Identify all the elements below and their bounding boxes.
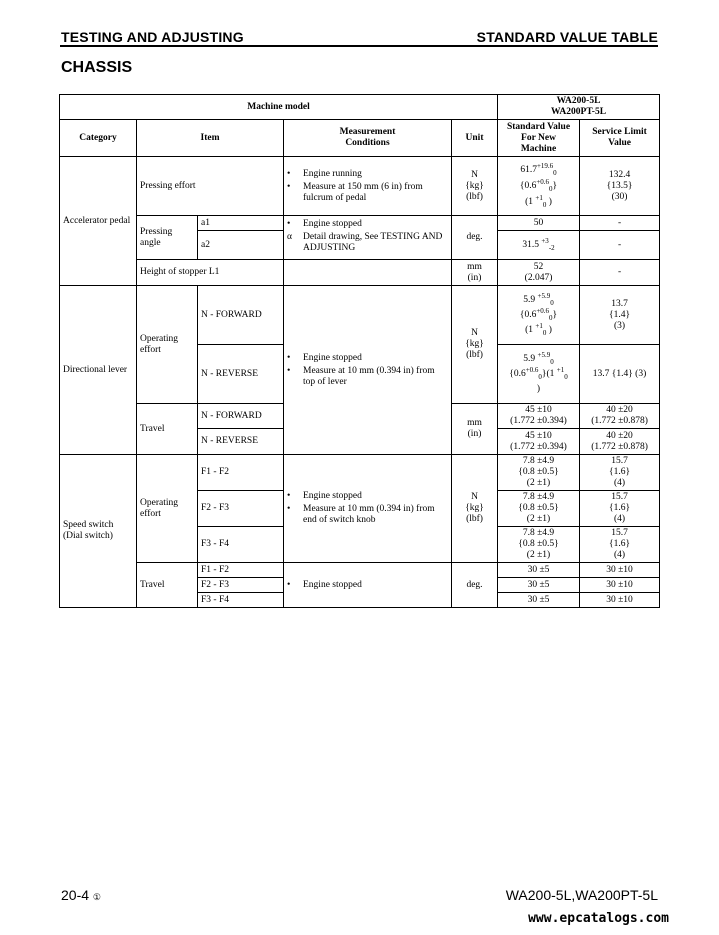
accel-stopper-conditions (284, 260, 452, 286)
rev-std-2-mid: }(1 (541, 368, 555, 379)
op-lim-2: {1.6} (609, 503, 631, 513)
bullet: • (287, 579, 291, 590)
stopper-std-1: 52 (533, 261, 544, 272)
accel-a1-lim: - (580, 216, 660, 231)
accel-category: Accelerator pedal (60, 157, 137, 286)
fwd-std-2-tol: +0.6 (536, 306, 550, 315)
machine-model-value (498, 95, 660, 120)
fwd-std-3-end: ) (548, 324, 552, 335)
fwd-lim-1: 13.7 (611, 298, 628, 309)
op-std-1: 7.8 ±4.9 (522, 456, 555, 466)
stopper-unit-2: (in) (467, 272, 482, 283)
fwd-std-3-tol: +1 (535, 321, 543, 330)
op-std-1: 7.8 ±4.9 (522, 492, 555, 502)
accel-pa-unit: deg. (452, 216, 498, 260)
rev-std-1-low: 0 (550, 357, 554, 366)
col-conditions (284, 120, 452, 157)
accel-pa-cond-2: Detail drawing, See TESTING AND ADJUSTING (303, 232, 443, 253)
rev-std-2: {0.6 (509, 368, 526, 379)
op-std-3: (2 ±1) (526, 478, 551, 488)
rev-std-2-low: 0 (538, 372, 542, 381)
speed-travel-f12-lim: 30 ±10 (580, 563, 660, 578)
op-std-2: {0.8 ±0.5} (518, 467, 559, 477)
speed-travel-f23: F2 - F3 (198, 578, 284, 593)
pe-std-1-low: 0 (553, 168, 557, 177)
a2-low: -2 (548, 243, 555, 252)
dir-travel-unit (452, 404, 498, 455)
dir-cond-1: Engine stopped (303, 352, 362, 363)
dir-rev-lim: 13.7 {1.4} (3) (580, 345, 660, 404)
accel-pe-cond-1: Engine running (303, 168, 362, 179)
speed-op-f23-lim (580, 491, 660, 527)
pe-std-2: {0.6 (519, 180, 537, 191)
fwd-lim-2: {1.4} (609, 309, 631, 320)
t-rev-std-2: (1.772 ±0.394) (510, 441, 567, 452)
dir-travel-rev-std (498, 429, 580, 455)
col-conditions-line1: Measurement (339, 127, 396, 137)
footer-model: WA200-5L,WA200PT-5L (505, 887, 658, 903)
bullet: • (287, 168, 291, 179)
fwd-std-1-low: 0 (550, 298, 554, 307)
fwd-std-2-end: } (552, 309, 558, 320)
accel-pa-cond-1: Engine stopped (303, 219, 362, 229)
stopper-std-2: (2.047) (524, 272, 553, 283)
standard-value-table (59, 94, 660, 608)
revision-mark: ① (92, 892, 101, 902)
fwd-std-2: {0.6 (519, 309, 537, 320)
bullet: • (287, 491, 291, 501)
dir-rev: N - REVERSE (198, 345, 284, 404)
speed-travel-conditions (284, 563, 452, 608)
t-fwd-std-2: (1.772 ±0.394) (510, 416, 567, 426)
speed-travel-f23-std: 30 ±5 (498, 578, 580, 593)
speed-op-f12: F1 - F2 (198, 455, 284, 491)
speed-op-effort: Operating effort (137, 455, 198, 563)
accel-a2: a2 (198, 231, 284, 260)
dir-travel-fwd: N - FORWARD (198, 404, 284, 429)
machine-model-1: WA200-5L (556, 96, 601, 106)
speed-op-conditions (284, 455, 452, 563)
speed-travel-f34-std: 30 ±5 (498, 593, 580, 608)
fwd-std-1: 5.9 (523, 294, 536, 305)
page-number: 20-4 (61, 887, 90, 903)
unit-n: N (471, 328, 478, 338)
op-lim-1: 15.7 (611, 492, 628, 502)
pe-std-2-end: } (552, 180, 558, 191)
accel-stopper-lim: - (580, 260, 660, 286)
dir-category: Directional lever (60, 286, 137, 455)
rev-std-1-tol: +5.9 (537, 350, 551, 359)
t-rev-lim-2: (1.772 ±0.878) (591, 441, 648, 452)
speed-travel-f12-std: 30 ±5 (498, 563, 580, 578)
accel-a2-std (498, 231, 580, 260)
speed-travel-f34-lim: 30 ±10 (580, 593, 660, 608)
accel-stopper-unit (452, 260, 498, 286)
watermark: www.epcatalogs.com (528, 911, 669, 926)
dir-travel: Travel (137, 404, 198, 455)
accel-pressing-angle: Pressing angle (137, 216, 198, 260)
speed-op-unit (452, 455, 498, 563)
accel-a1: a1 (198, 216, 284, 231)
speed-category-1: Speed switch (63, 520, 114, 530)
unit-lbf: (lbf) (466, 514, 483, 524)
col-unit: Unit (452, 120, 498, 157)
pe-std-3: (1 (525, 196, 534, 207)
dir-cond-2: Measure at 10 mm (0.394 in) from top of lever (303, 365, 435, 387)
unit-kg: {kg} (465, 339, 484, 349)
dir-travel-rev: N - REVERSE (198, 429, 284, 455)
machine-model-label: Machine model (60, 95, 498, 120)
speed-op-f34: F3 - F4 (198, 527, 284, 563)
pe-std-3-end: ) (548, 196, 552, 207)
op-std-2: {0.8 ±0.5} (518, 539, 559, 549)
speed-category-2: (Dial switch) (63, 531, 113, 541)
fwd-std-1-tol: +5.9 (537, 291, 551, 300)
page-title: CHASSIS (61, 59, 133, 76)
bullet: • (287, 219, 291, 229)
dir-fwd-lim (580, 286, 660, 345)
accel-pe-limit (580, 157, 660, 216)
op-lim-3: (4) (613, 478, 626, 488)
unit-lbf: (lbf) (466, 191, 483, 202)
bullet: • (287, 352, 291, 363)
speed-travel-cond: Engine stopped (303, 579, 362, 590)
speed-op-f12-lim (580, 455, 660, 491)
fwd-std-3-low: 0 (542, 328, 547, 337)
a2-std: 31.5 (522, 239, 539, 250)
op-lim-1: 15.7 (611, 528, 628, 538)
op-lim-2: {1.6} (609, 539, 631, 549)
t-fwd-lim-2: (1.772 ±0.878) (591, 416, 648, 426)
t-fwd-std-1: 45 ±10 (525, 405, 552, 415)
accel-pe-unit (452, 157, 498, 216)
dir-effort-unit (452, 286, 498, 404)
fwd-std-2-low: 0 (549, 313, 553, 322)
op-std-3: (2 ±1) (526, 514, 551, 524)
unit-n: N (471, 169, 478, 180)
rev-std-3: ) (536, 383, 541, 394)
header-rule (60, 45, 658, 47)
bullet: • (287, 365, 291, 376)
accel-a2-lim: - (580, 231, 660, 260)
dir-op-effort: Operating effort (137, 286, 198, 404)
dir-fwd-std (498, 286, 580, 345)
op-std-2: {0.8 ±0.5} (518, 503, 559, 513)
speed-cond-1: Engine stopped (303, 491, 362, 501)
header-section-title: TESTING AND ADJUSTING (61, 29, 244, 45)
accel-pa-conditions (284, 216, 452, 260)
travel-unit-2: (in) (467, 429, 482, 439)
rev-std-2-tol: +0.6 (525, 365, 539, 374)
accel-pressing-effort: Pressing effort (137, 157, 284, 216)
stopper-unit-1: mm (467, 261, 482, 272)
rev-std-1: 5.9 (523, 353, 536, 364)
pe-std-1: 61.7 (520, 164, 537, 175)
fwd-std-3: (1 (525, 324, 534, 335)
col-limit-line1: Service Limit (592, 127, 647, 137)
pe-std-2-tol: +0.6 (536, 177, 550, 186)
accel-pe-conditions (284, 157, 452, 216)
pe-lim-2: {13.5} (606, 180, 633, 191)
col-limit-line2: Value (608, 138, 631, 148)
pe-lim-3: (30) (611, 191, 628, 202)
op-lim-1: 15.7 (611, 456, 628, 466)
unit-kg: {kg} (465, 180, 484, 191)
speed-op-f23: F2 - F3 (198, 491, 284, 527)
bullet: • (287, 504, 291, 514)
col-std-line1: Standard Value (506, 121, 571, 132)
a2-tol: +3 (541, 236, 549, 245)
col-item: Item (137, 120, 284, 157)
pe-std-1-tol: +19.6 (536, 161, 554, 170)
alpha-symbol: α (287, 232, 292, 242)
unit-kg: {kg} (465, 503, 484, 513)
op-lim-3: (4) (613, 514, 626, 524)
speed-op-f34-std (498, 527, 580, 563)
t-fwd-lim-1: 40 ±20 (606, 405, 633, 415)
speed-cond-2: Measure at 10 mm (0.394 in) from end of switch knob (303, 504, 435, 525)
speed-category (60, 455, 137, 608)
rev-std-2-low2: 0 (564, 372, 568, 381)
col-standard-value (498, 120, 580, 157)
dir-travel-rev-lim (580, 429, 660, 455)
speed-travel-f23-lim: 30 ±10 (580, 578, 660, 593)
speed-travel-f34: F3 - F4 (198, 593, 284, 608)
accel-pe-cond-2: Measure at 150 mm (6 in) from fulcrum of pedal (303, 181, 423, 203)
speed-op-f12-std (498, 455, 580, 491)
pe-std-3-low: 0 (542, 200, 547, 209)
accel-a1-std: 50 (498, 216, 580, 231)
footer-page-number (61, 887, 101, 903)
speed-op-f23-std (498, 491, 580, 527)
dir-rev-std (498, 345, 580, 404)
travel-unit-1: mm (467, 418, 482, 428)
dir-conditions (284, 286, 452, 455)
dir-fwd: N - FORWARD (198, 286, 284, 345)
unit-n: N (471, 492, 478, 502)
pe-std-3-tol: +1 (535, 193, 543, 202)
speed-travel-f12: F1 - F2 (198, 563, 284, 578)
col-category: Category (60, 120, 137, 157)
speed-op-f34-lim (580, 527, 660, 563)
t-rev-lim-1: 40 ±20 (606, 430, 633, 441)
accel-stopper-std (498, 260, 580, 286)
bullet: • (287, 181, 291, 192)
fwd-lim-3: (3) (613, 320, 626, 331)
header-table-title: STANDARD VALUE TABLE (476, 29, 658, 45)
speed-travel: Travel (137, 563, 198, 608)
dir-travel-fwd-lim (580, 404, 660, 429)
unit-lbf: (lbf) (466, 350, 483, 360)
dir-travel-fwd-std (498, 404, 580, 429)
op-lim-2: {1.6} (609, 467, 631, 477)
col-std-line2: For New (521, 132, 556, 143)
t-rev-std-1: 45 ±10 (525, 430, 552, 441)
op-lim-3: (4) (613, 550, 626, 560)
rev-std-2-tol2: +1 (556, 365, 565, 374)
pe-lim-1: 132.4 (608, 169, 631, 180)
accel-stopper: Height of stopper L1 (137, 260, 284, 286)
pe-std-2-low: 0 (549, 184, 553, 193)
op-std-1: 7.8 ±4.9 (522, 528, 555, 538)
col-std-line3: Machine (520, 143, 557, 154)
accel-pe-standard (498, 157, 580, 216)
machine-model-2: WA200PT-5L (550, 107, 607, 117)
col-conditions-line2: Conditions (345, 138, 390, 148)
speed-travel-unit: deg. (452, 563, 498, 608)
col-service-limit (580, 120, 660, 157)
op-std-3: (2 ±1) (526, 550, 551, 560)
